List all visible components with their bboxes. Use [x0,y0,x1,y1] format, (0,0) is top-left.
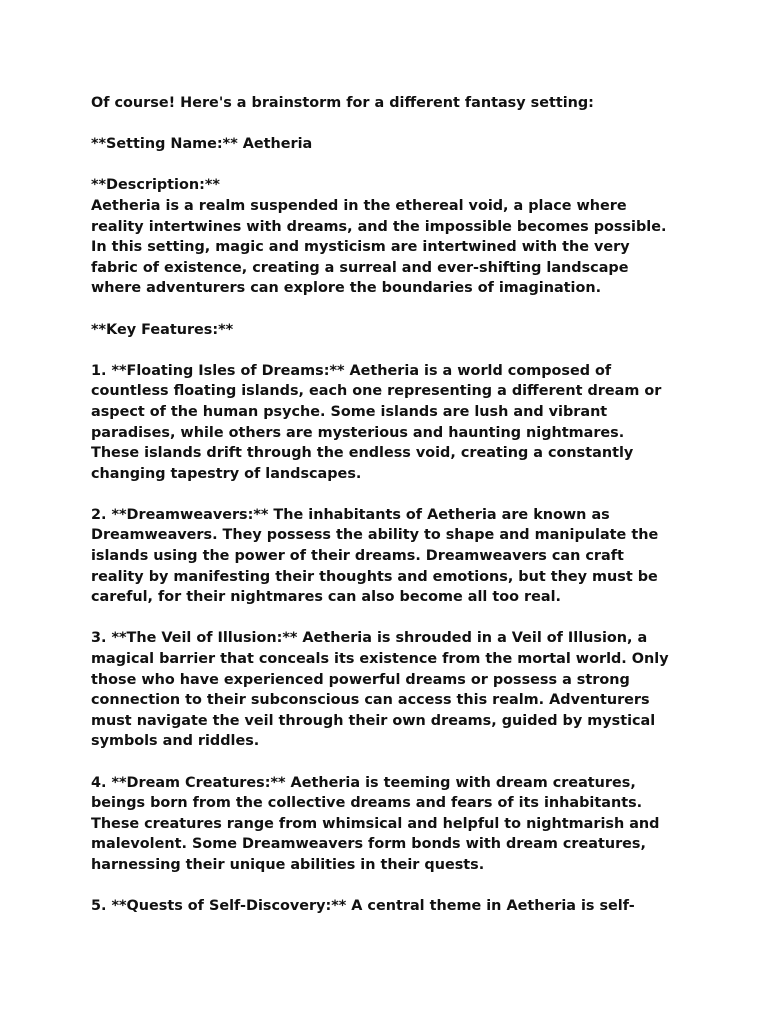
description-line: In this setting, magic and mysticism are intertwined with the very [91,239,630,256]
key-features-heading: **Key Features:** [91,321,234,338]
feature-line: malevolent. Some Dreamweavers form bonds with dream creatures, [91,836,646,853]
document-body [91,93,691,937]
feature-line: islands using the power of their dreams. Dreamweavers can craft [91,548,624,565]
description-paragraph [91,175,691,299]
feature-line: careful, for their nightmares can also become all too real. [91,589,561,606]
feature-line: magical barrier that conceals its existence from the mortal world. Only [91,651,669,668]
description-heading: **Description:** [91,177,220,194]
description-line: where adventurers can explore the boundaries of imagination. [91,280,602,297]
feature-line: 4. **Dream Creatures:** Aetheria is teeming with dream creatures, [91,774,636,791]
description-line: fabric of existence, creating a surreal and ever-shifting landscape [91,259,629,276]
intro-line: Of course! Here's a brainstorm for a different fantasy setting: [91,95,594,111]
feature-line: 3. **The Veil of Illusion:** Aetheria is shrouded in a Veil of Illusion, a [91,630,648,647]
feature-line: 5. **Quests of Self-Discovery:** A central theme in Aetheria is self- [91,898,635,915]
feature-line: These creatures range from whimsical and helpful to nightmarish and [91,815,660,832]
description-line: reality intertwines with dreams, and the impossible becomes possible. [91,218,667,235]
setting-name-line: **Setting Name:** Aetheria [91,136,313,153]
feature-line: aspect of the human psyche. Some islands are lush and vibrant [91,403,608,420]
feature-line: connection to their subconscious can access this realm. Adventurers [91,692,650,709]
feature-line: countless floating islands, each one representing a different dream or [91,383,662,400]
key-features-heading-paragraph [91,320,691,341]
description-line: Aetheria is a realm suspended in the ethereal void, a place where [91,197,627,214]
feature-veil-of-illusion [91,628,691,752]
feature-line: reality by manifesting their thoughts and emotions, but they must be [91,568,658,585]
feature-floating-isles [91,361,691,485]
feature-line: These islands drift through the endless void, creating a constantly [91,445,634,462]
feature-line: symbols and riddles. [91,733,260,750]
feature-quests-of-self-discovery [91,896,691,917]
feature-line: changing tapestry of landscapes. [91,465,362,482]
feature-line: 2. **Dreamweavers:** The inhabitants of Aetheria are known as [91,506,610,523]
feature-dream-creatures [91,773,691,876]
feature-dreamweavers [91,505,691,608]
feature-line: Dreamweavers. They possess the ability to shape and manipulate the [91,527,659,544]
feature-line: beings born from the collective dreams and fears of its inhabitants. [91,795,643,812]
feature-line: 1. **Floating Isles of Dreams:** Aetheria is a world composed of [91,362,612,379]
setting-name-paragraph [91,134,691,155]
feature-line: paradises, while others are mysterious and haunting nightmares. [91,424,625,441]
feature-line: harnessing their unique abilities in their quests. [91,856,485,873]
feature-line: must navigate the veil through their own dreams, guided by mystical [91,712,656,729]
intro-paragraph [91,93,691,114]
feature-line: those who have experienced powerful dreams or possess a strong [91,671,630,688]
